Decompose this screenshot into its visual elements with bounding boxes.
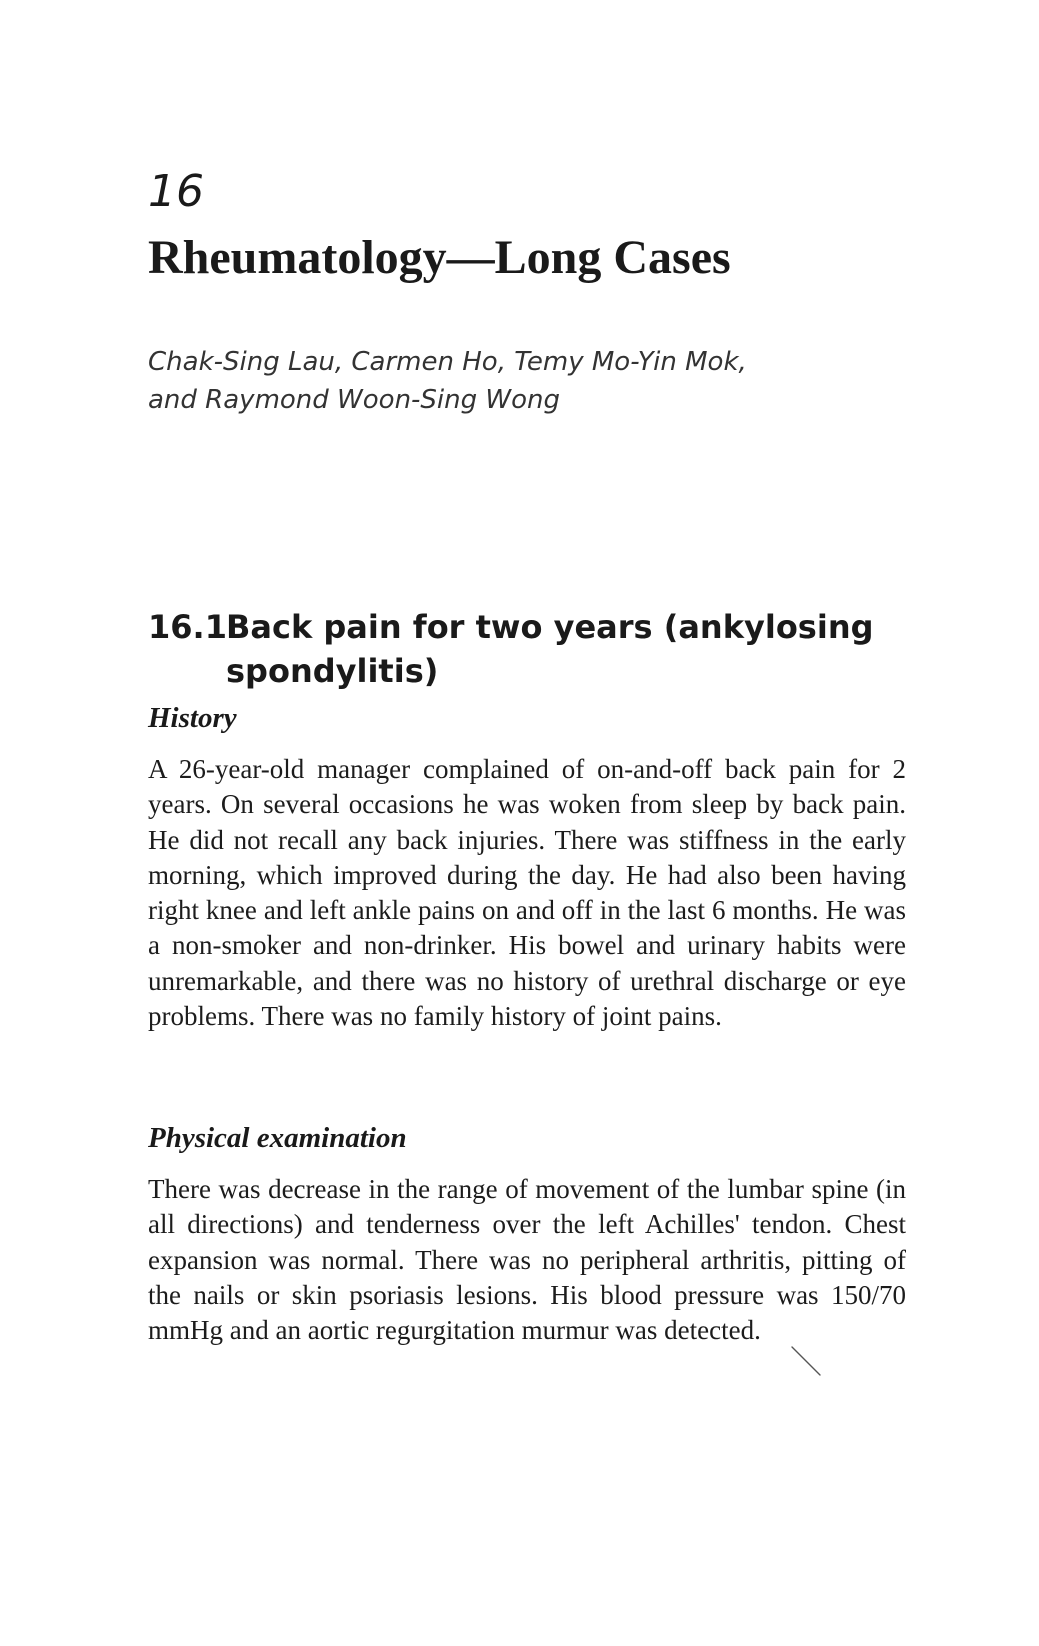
chapter-number: 16 [148,166,204,217]
chapter-authors [148,343,848,419]
authors-line-1: Chak-Sing Lau, Carmen Ho, Temy Mo-Yin Mok, [148,347,747,377]
section-heading [148,605,928,693]
physical-examination-heading: Physical examination [148,1122,407,1154]
physical-examination-paragraph: There was decrease in the range of movement of the lumbar spine (in all directions) and tenderness over the left Achilles' tendon. Chest expansion was normal. There was no peripheral arthritis, pitting of the nails or skin psoriasis lesions. His blood pressure was 150/70 mmHg and an aortic regurgitation murmur was detected. [148,1174,906,1346]
section-number: 16.1 [148,608,227,646]
history-paragraph: A 26-year-old manager complained of on-and-off back pain for 2 years. On several occasions he was woken from sleep by back pain. He did not recall any back injuries. There was stiffness in the early morning, which improved during the day. He had also been having right knee and left ankle pains on and off in the last 6 months. He was a non-smoker and non-drinker. His bowel and urinary habits were unremarkable, and there was no history of urethral discharge or eye problems. There was no family history of joint pains. [148,754,906,1032]
authors-line-2: and Raymond Woon-Sing Wong [148,385,561,415]
pen-mark [790,1345,824,1379]
section-title: Back pain for two years (ankylosing spondylitis) [226,608,874,690]
history-heading: History [148,702,237,734]
chapter-title: Rheumatology—Long Cases [148,231,731,284]
